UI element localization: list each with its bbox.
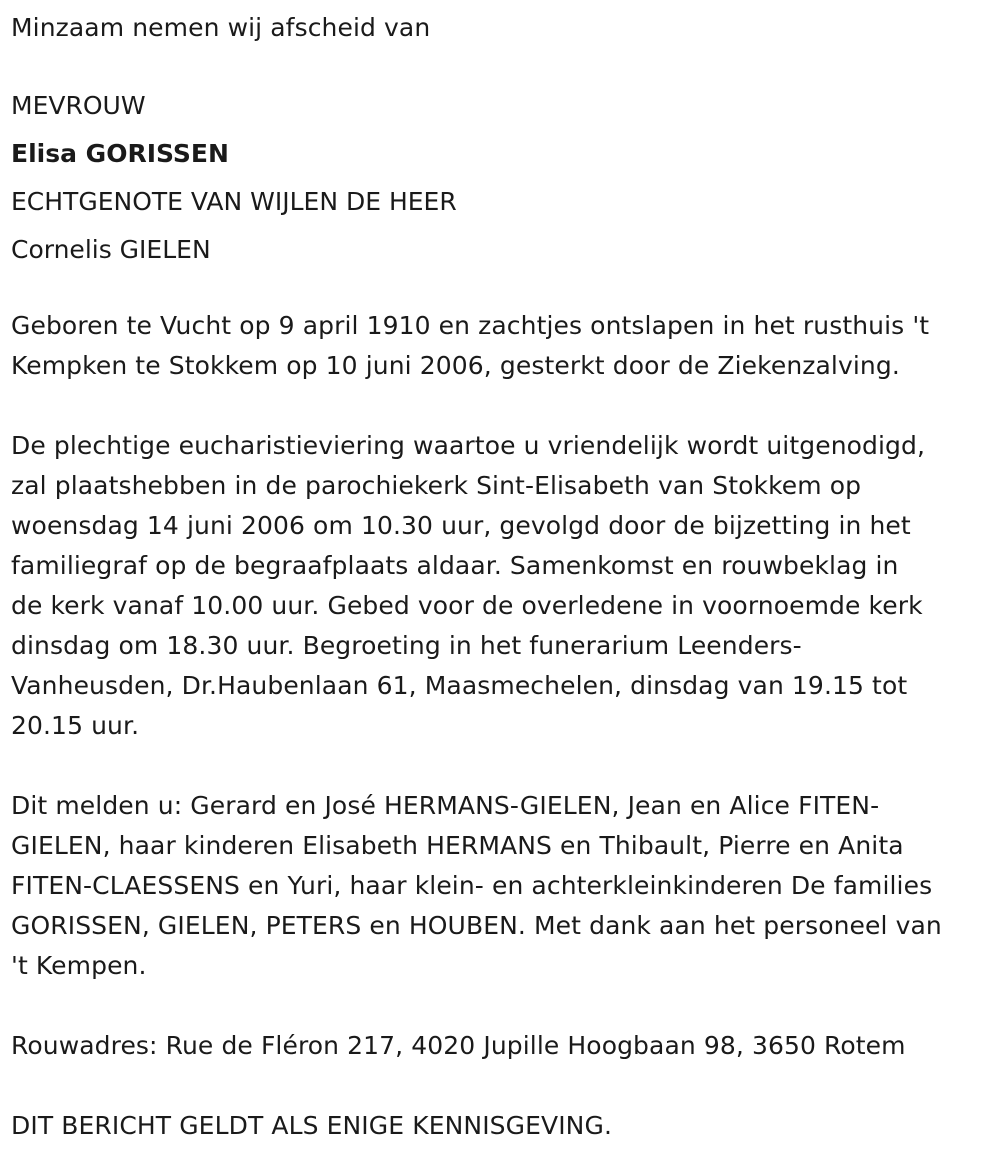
paragraph-line: GORISSEN, GIELEN, PETERS en HOUBEN. Met dank aan het personeel van	[11, 911, 942, 940]
paragraph-line: 20.15 uur.	[11, 711, 140, 740]
announcement-paragraph	[11, 786, 986, 986]
paragraph-line: De plechtige eucharistieviering waartoe u vriendelijk wordt uitgenodigd,	[11, 431, 926, 460]
paragraph-line: familiegraf op de begraafplaats aldaar. Samenkomst en rouwbeklag in	[11, 551, 899, 580]
paragraph-line: woensdag 14 juni 2006 om 10.30 uur, gevolgd door de bijzetting in het	[11, 511, 911, 540]
paragraph-line: GIELEN, haar kinderen Elisabeth HERMANS en Thibault, Pierre en Anita	[11, 831, 904, 860]
title-line: MEVROUW	[11, 91, 146, 120]
spacer	[11, 1066, 986, 1106]
relation-line: ECHTGENOTE VAN WIJLEN DE HEER	[11, 187, 457, 216]
spacer	[11, 280, 986, 306]
birth-paragraph	[11, 306, 986, 386]
spacer	[11, 986, 986, 1026]
ceremony-paragraph	[11, 426, 986, 746]
paragraph-line: Kempken te Stokkem op 10 juni 2006, gesterkt door de Ziekenzalving.	[11, 351, 900, 380]
paragraph-line: FITEN-CLAESSENS en Yuri, haar klein- en achterkleinkinderen De families	[11, 871, 933, 900]
spacer	[11, 746, 986, 786]
paragraph-line: zal plaatshebben in de parochiekerk Sint-Elisabeth van Stokkem op	[11, 471, 862, 500]
obituary-document	[11, 8, 986, 1146]
spacer	[11, 386, 986, 426]
paragraph-line: Geboren te Vucht op 9 april 1910 en zachtjes ontslapen in het rusthuis 't	[11, 311, 930, 340]
closing-statement: DIT BERICHT GELDT ALS ENIGE KENNISGEVING.	[11, 1111, 612, 1140]
paragraph-line: 't Kempen.	[11, 951, 147, 980]
spouse-name: Cornelis GIELEN	[11, 235, 211, 264]
paragraph-line: Vanheusden, Dr.Haubenlaan 61, Maasmechelen, dinsdag van 19.15 tot	[11, 671, 908, 700]
deceased-name: Elisa GORISSEN	[11, 139, 229, 168]
paragraph-line: Dit melden u: Gerard en José HERMANS-GIELEN, Jean en Alice FITEN-	[11, 791, 880, 820]
intro-line: Minzaam nemen wij afscheid van	[11, 13, 431, 42]
paragraph-line: de kerk vanaf 10.00 uur. Gebed voor de overledene in voornoemde kerk	[11, 591, 923, 620]
mourning-address: Rouwadres: Rue de Fléron 217, 4020 Jupille Hoogbaan 98, 3650 Rotem	[11, 1031, 906, 1060]
paragraph-line: dinsdag om 18.30 uur. Begroeting in het funerarium Leenders-	[11, 631, 802, 660]
spacer	[11, 48, 986, 88]
